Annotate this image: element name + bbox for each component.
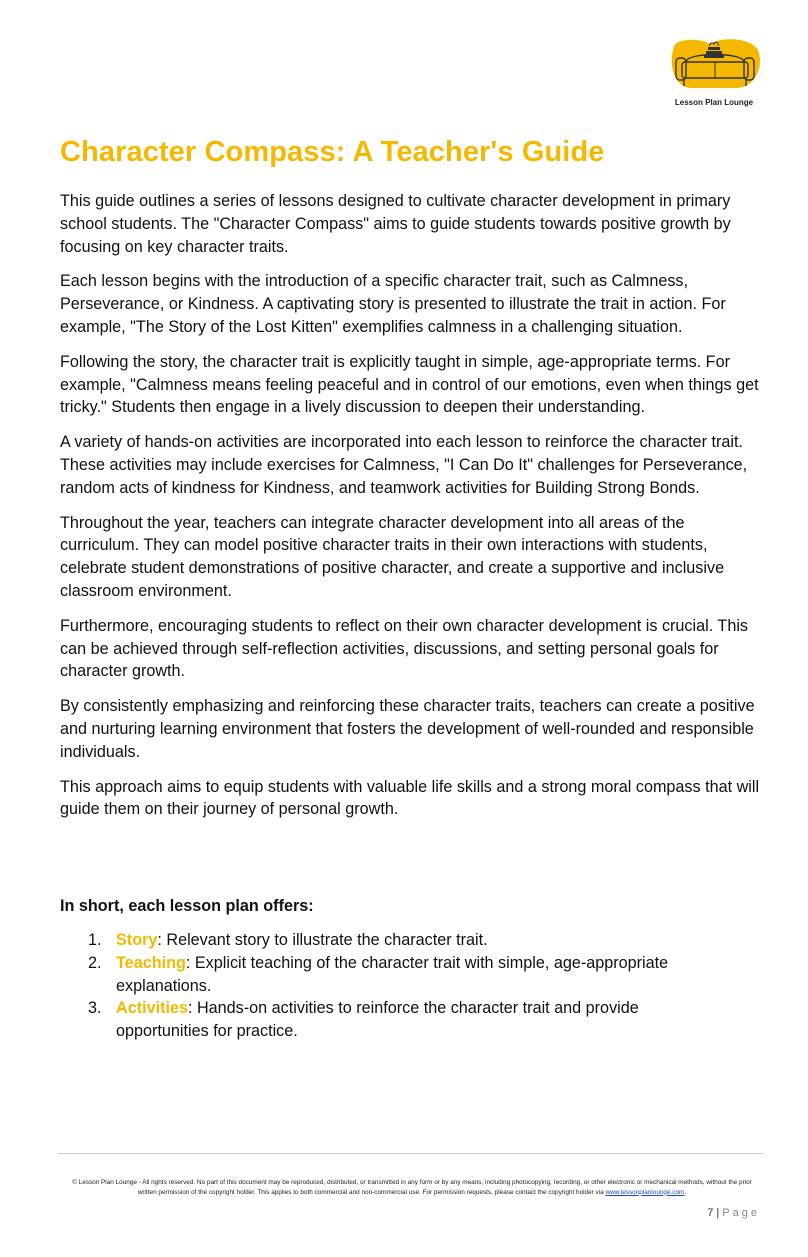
- link-suffix: .: [684, 1188, 687, 1196]
- copyright-notice: [62, 1178, 762, 1197]
- page-title: Character Compass: A Teacher's Guide: [60, 136, 605, 168]
- paragraph: Each lesson begins with the introduction of a specific character trait, such as Calmness, Perseverance, or Kindness. A captivating story is presented to illustrate the trait in action. For example, "The Story of the Lost Kitten" exemplifies calmness in a challenging situation.: [60, 272, 726, 336]
- paragraph: Following the story, the character trait is explicitly taught in simple, age-appropriate terms. For example, "Calmness means feeling peaceful and in control of our emotions, even when things get tricky." Students then engage in a lively discussion to deepen their understanding.: [60, 352, 759, 417]
- offers-list: [60, 929, 720, 1043]
- list-number: 3.: [88, 999, 102, 1018]
- list-number: 1.: [88, 931, 102, 949]
- paragraph: A variety of hands-on activities are incorporated into each lesson to reinforce the character trait. These activities may include exercises for Calmness, "I Can Do It" challenges for Perseverance, random acts of kindness for Kindness, and teamwork activities for Building Strong Bonds.: [60, 433, 748, 497]
- page-label: Page: [722, 1207, 760, 1219]
- guide-body: [60, 190, 766, 833]
- list-item-text: : Relevant story to illustrate the character trait.: [157, 931, 488, 949]
- list-number: 2.: [88, 953, 102, 972]
- website-link[interactable]: www.lessonplanlounge.com: [605, 1188, 685, 1196]
- page-number-value: 7: [707, 1207, 714, 1219]
- list-item-text: : Explicit teaching of the character trait with simple, age-appropriate explanations.: [116, 953, 669, 995]
- paragraph: This approach aims to equip students with valuable life skills and a strong moral compass that will guide them on their journey of personal growth.: [60, 777, 760, 819]
- brand-logo: [664, 36, 764, 114]
- footer-divider: [58, 1153, 764, 1154]
- page-number: [660, 1207, 760, 1219]
- list-item-key: Teaching: [116, 953, 186, 972]
- list-item-key: Story: [116, 931, 158, 949]
- list-item-text: : Hands-on activities to reinforce the character trait and provide opportunities for practice.: [116, 999, 639, 1041]
- paragraph: This guide outlines a series of lessons designed to cultivate character development in primary school students. The "Character Compass" aims to guide students towards positive growth by focusing on key character traits.: [60, 192, 731, 256]
- sofa-with-books-icon: [664, 36, 764, 96]
- list-item-key: Activities: [116, 999, 188, 1018]
- copyright-text: © Lesson Plan Lounge - All rights reserved. No part of this document may be reproduced, distributed, or transmitted in any form or by any means, including photocopying, recording, or other electronic or mechanical methods, without the prior written permission of the copyright holder. This applies to both commercial and non-commercial use. For permission requests, please contact the copyright holder via: [72, 1179, 752, 1196]
- list-item: [60, 952, 720, 998]
- list-item: [60, 929, 720, 952]
- page-number-separator: |: [713, 1207, 723, 1219]
- logo-wordmark: Lesson Plan Lounge: [674, 98, 754, 107]
- paragraph: Furthermore, encouraging students to reflect on their own character development is crucial. This can be achieved through self-reflection activities, discussions, and setting personal goals for character growth.: [60, 616, 749, 681]
- paragraph: By consistently emphasizing and reinforcing these character traits, teachers can create a positive and nurturing learning environment that fosters the development of well-rounded and responsible individuals.: [60, 697, 755, 761]
- offers-heading: In short, each lesson plan offers:: [60, 897, 314, 915]
- paragraph: Throughout the year, teachers can integrate character development into all areas of the curriculum. They can model positive character traits in their own interactions with students, celebrate student demonstrations of positive character, and create a supportive and inclusive classroom environment.: [60, 513, 725, 600]
- list-item: [60, 997, 720, 1043]
